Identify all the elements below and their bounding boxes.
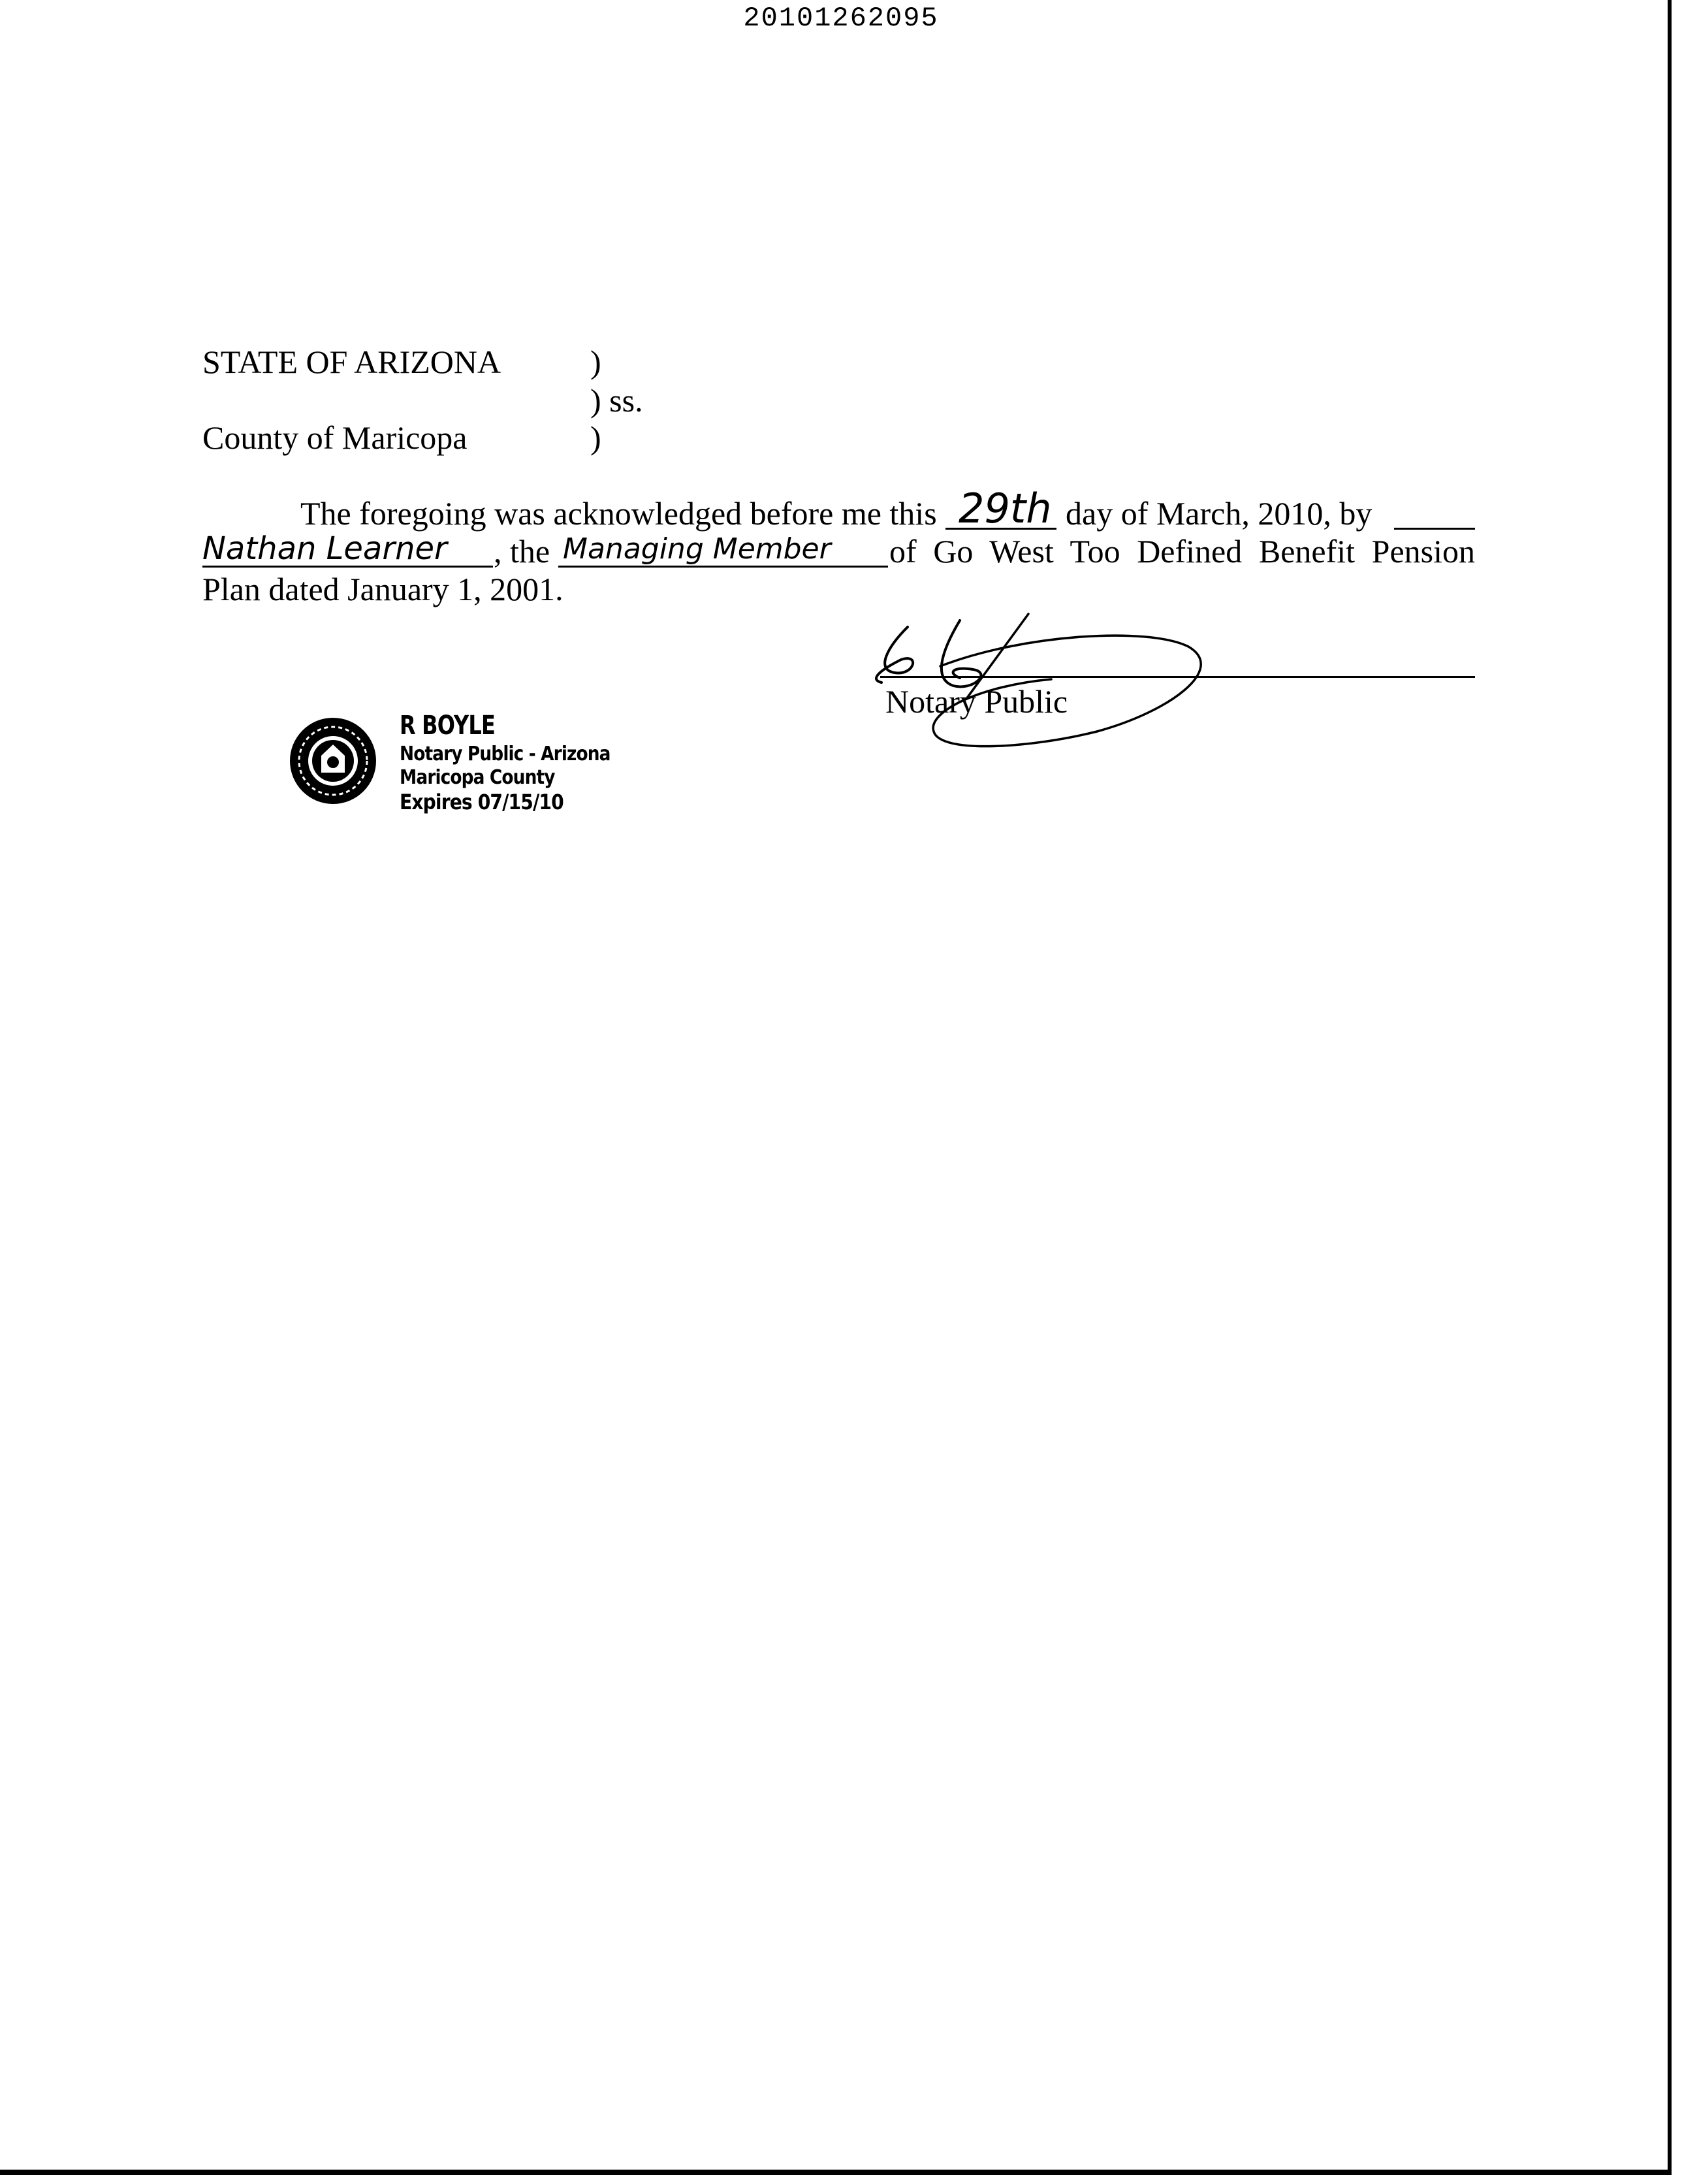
document-number: 20101262095	[743, 3, 939, 34]
day-handwritten: 29th	[959, 485, 1052, 532]
ack-line1-end: day of March, 2010, by	[1066, 495, 1373, 532]
ack-line2-the: , the	[494, 533, 550, 570]
name-handwritten: Nathan Learner	[202, 530, 447, 567]
venue-state: STATE OF ARIZONA	[202, 344, 501, 380]
title-blank-line	[558, 566, 888, 568]
notary-seal	[287, 715, 379, 807]
notary-public-label: Notary Public	[885, 683, 1068, 720]
title-handwritten: Managing Member	[563, 532, 831, 566]
notary-signature	[862, 607, 1228, 777]
ack-line3: Plan dated January 1, 2001.	[202, 571, 563, 607]
venue-paren-ss: ) ss.	[590, 382, 643, 419]
stamp-line1: Notary Public - Arizona	[400, 743, 611, 765]
stamp-line2: Maricopa County	[400, 766, 555, 789]
ack-line2-end: of Go West Too Defined Benefit Pension	[889, 533, 1475, 570]
by-blank-line	[1394, 528, 1475, 530]
ack-line1-start: The foregoing was acknowledged before me this	[300, 495, 937, 532]
venue-paren-3: )	[590, 419, 601, 456]
venue-county: County of Maricopa	[202, 419, 468, 456]
stamp-line3: Expires 07/15/10	[400, 790, 563, 814]
venue-paren-1: )	[590, 344, 601, 380]
stamp-name: R BOYLE	[400, 711, 496, 741]
